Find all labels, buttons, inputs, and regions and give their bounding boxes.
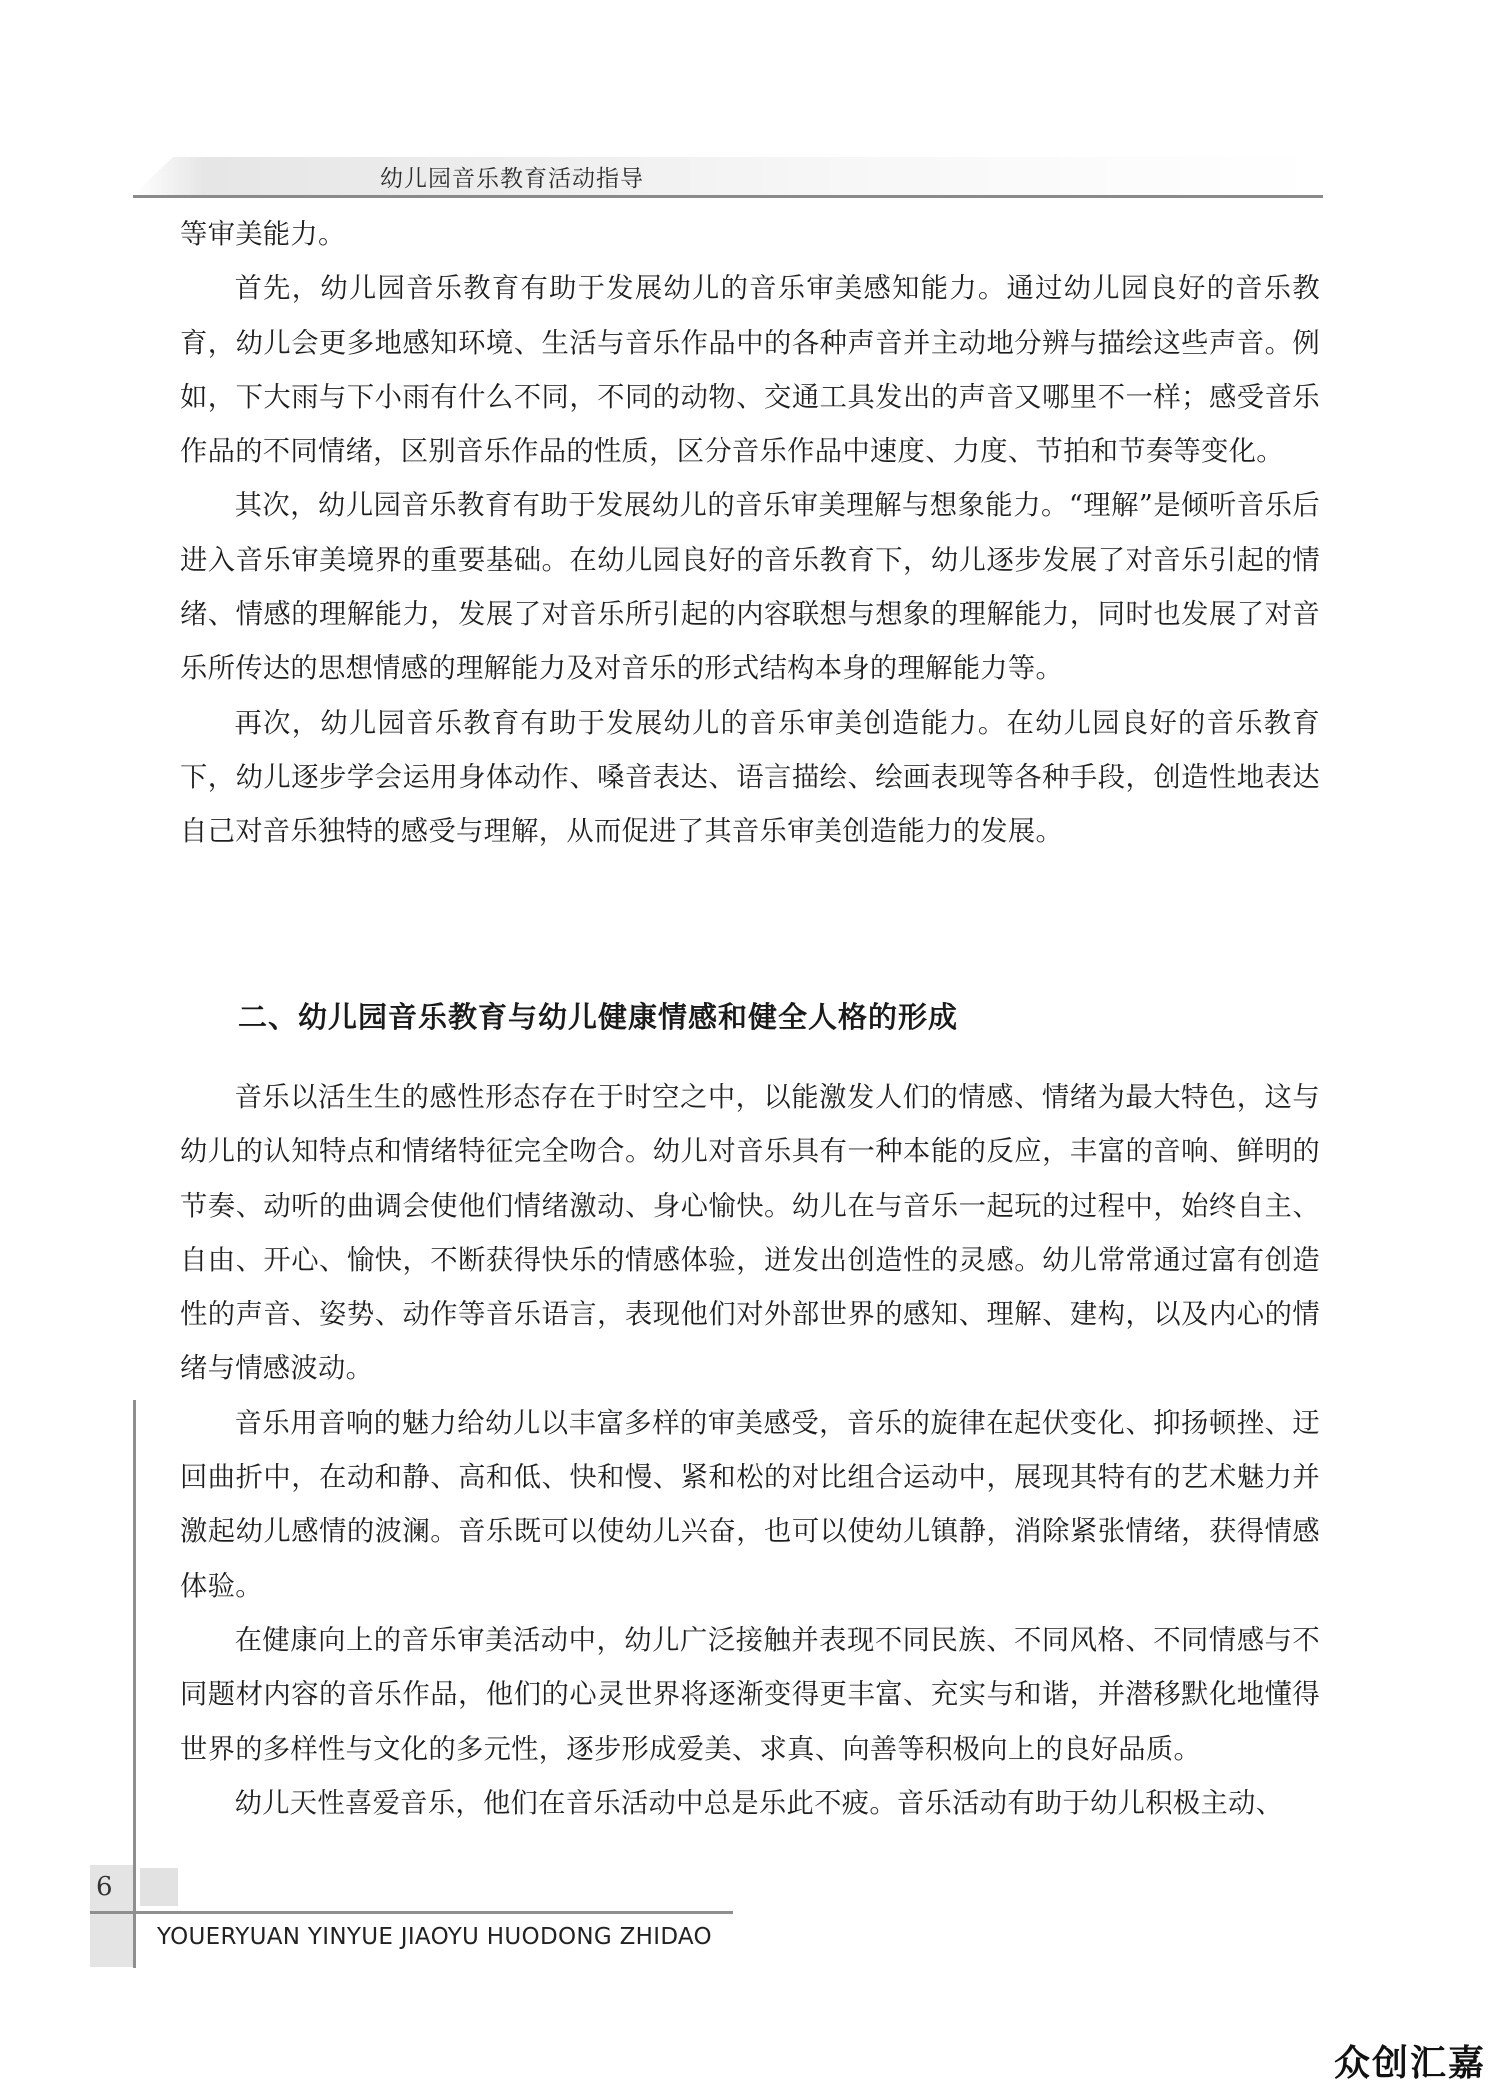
body-text-block-1 bbox=[180, 208, 1320, 860]
paragraph-nature: 幼儿天性喜爱音乐，他们在音乐活动中总是乐此不疲。音乐活动有助于幼儿积极主动、 bbox=[234, 1787, 1284, 1819]
paragraph-continuation: 等审美能力。 bbox=[180, 219, 346, 250]
running-header-title: 幼儿园音乐教育活动指导 bbox=[380, 166, 644, 192]
paragraph-emotion: 音乐以活生生的感性形态存在于时空之中，以能激发人们的情感、情绪为最大特色，这与幼儿的认知特点和情绪特征完全吻合。幼儿对音乐具有一种本能的反应，丰富的音响、鲜明的节奏、动听的曲调会使他们情绪激动、身心愉快。幼儿在与音乐一起玩的过程中，始终自主、自由、开心、愉快，不断获得快乐的情感体验，迸发出创造性的灵感。幼儿常常通过富有创造性的声音、姿势、动作等音乐语言，表现他们对外部世界的感知、理解、建构，以及内心的情绪与情感波动。 bbox=[180, 1082, 1320, 1385]
body-text-block-2 bbox=[180, 1071, 1320, 1831]
paragraph-understanding: 其次，幼儿园音乐教育有助于发展幼儿的音乐审美理解与想象能力。“理解”是倾听音乐后进入音乐审美境界的重要基础。在幼儿园良好的音乐教育下，幼儿逐步发展了对音乐引起的情绪、情感的理解能力，发展了对音乐所引起的内容联想与想象的理解能力，同时也发展了对音乐所传达的思想情感的理解能力及对音乐的形式结构本身的理解能力等。 bbox=[180, 490, 1320, 685]
footer-rule bbox=[90, 1911, 733, 1914]
footer-decoration-square bbox=[140, 1868, 178, 1906]
margin-vertical-rule bbox=[133, 1400, 136, 1968]
section-heading: 二、幼儿园音乐教育与幼儿健康情感和健全人格的形成 bbox=[238, 1000, 959, 1034]
paragraph-creativity: 再次，幼儿园音乐教育有助于发展幼儿的音乐审美创造能力。在幼儿园良好的音乐教育下，幼儿逐步学会运用身体动作、嗓音表达、语言描绘、绘画表现等各种手段，创造性地表达自己对音乐独特的感受与理解，从而促进了其音乐审美创造能力的发展。 bbox=[180, 707, 1320, 848]
watermark-text: 众创汇嘉 bbox=[1333, 2043, 1486, 2084]
paragraph-activities: 在健康向上的音乐审美活动中，幼儿广泛接触并表现不同民族、不同风格、不同情感与不同题材内容的音乐作品，他们的心灵世界将逐渐变得更丰富、充实与和谐，并潜移默化地懂得世界的多样性与文化的多元性，逐步形成爱美、求真、向善等积极向上的良好品质。 bbox=[180, 1624, 1320, 1765]
header-rule bbox=[133, 195, 1323, 198]
footer-pinyin-title: YOUERYUAN YINYUE JIAOYU HUODONG ZHIDAO bbox=[157, 1924, 712, 1950]
paragraph-aesthetic: 音乐用音响的魅力给幼儿以丰富多样的审美感受，音乐的旋律在起伏变化、抑扬顿挫、迂回曲折中，在动和静、高和低、快和慢、紧和松的对比组合运动中，展现其特有的艺术魅力并激起幼儿感情的波澜。音乐既可以使幼儿兴奋，也可以使幼儿镇静，消除紧张情绪，获得情感体验。 bbox=[180, 1407, 1320, 1602]
paragraph-perception: 首先，幼儿园音乐教育有助于发展幼儿的音乐审美感知能力。通过幼儿园良好的音乐教育，幼儿会更多地感知环境、生活与音乐作品中的各种声音并主动地分辨与描绘这些声音。例如，下大雨与下小雨有什么不同，不同的动物、交通工具发出的声音又哪里不一样；感受音乐作品的不同情绪，区别音乐作品的性质，区分音乐作品中速度、力度、节拍和节奏等变化。 bbox=[180, 273, 1320, 468]
header-decoration-band bbox=[133, 157, 1320, 195]
page-number: 6 bbox=[96, 1872, 113, 1902]
